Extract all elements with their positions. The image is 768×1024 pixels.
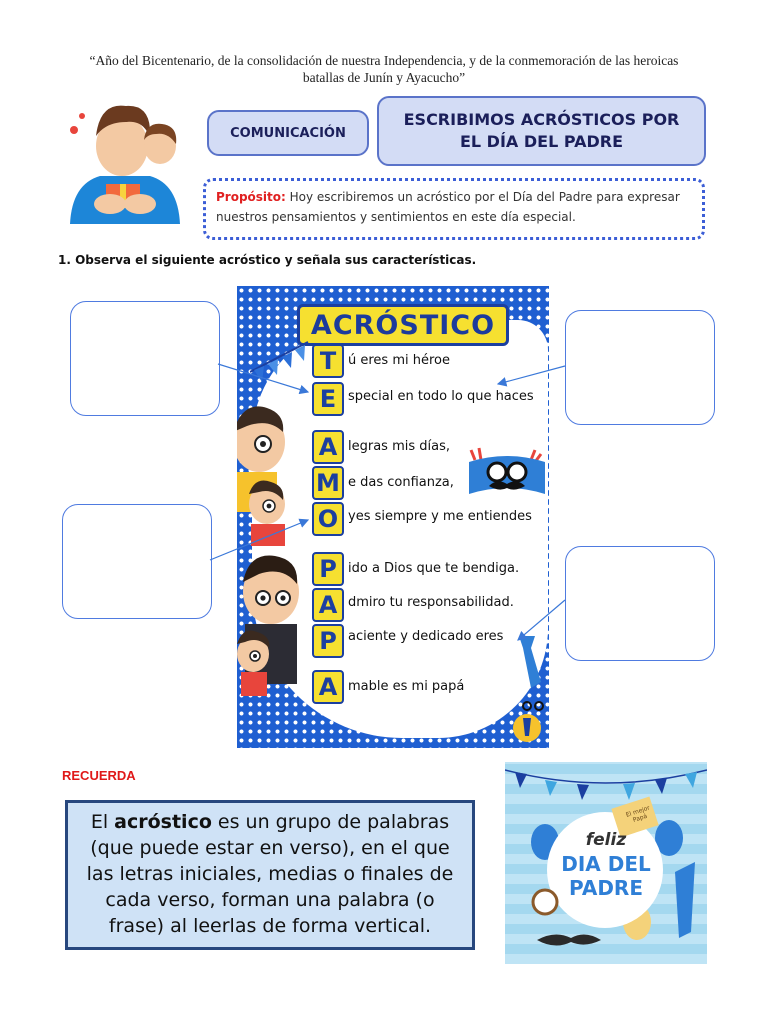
answer-box-bottom-right[interactable] xyxy=(565,546,715,661)
definition-before: El xyxy=(90,811,115,833)
purpose-box xyxy=(203,178,705,240)
children-illustration xyxy=(237,396,301,546)
father-child-illustration xyxy=(237,548,301,708)
fathers-day-card xyxy=(505,762,707,964)
header-motto-line1: “Año del Bicentenario, de la consolidación de nuestra Independencia, y de la conmemoración de las heroicas xyxy=(89,53,679,68)
acrostic-line: dmiro tu responsabilidad. xyxy=(348,595,514,610)
acrostic-letter: A xyxy=(312,588,344,622)
card-line1: feliz xyxy=(585,830,627,850)
answer-box-top-right[interactable] xyxy=(565,310,715,425)
definition-after: es un grupo de palabras (que puede estar en verso), en el que las letras iniciales, medias o finales de cada verso, forman una palabra (o frase) al leerlas de forma vertical. xyxy=(86,811,454,937)
tie-icon xyxy=(505,632,549,742)
area-pill xyxy=(207,110,369,156)
purpose-label: Propósito: xyxy=(216,190,286,204)
acrostic-line: ú eres mi héroe xyxy=(348,353,450,368)
acrostic-line: e das confianza, xyxy=(348,475,454,490)
card-note: El mejor Papá xyxy=(625,804,651,824)
acrostic-letter: T xyxy=(312,344,344,378)
acrostic-line: aciente y dedicado eres xyxy=(348,629,504,644)
header-motto-line2: batallas de Junín y Ayacucho” xyxy=(302,70,466,85)
acrostic-letter: M xyxy=(312,466,344,500)
page-title: ESCRIBIMOS ACRÓSTICOS POR EL DÍA DEL PADRE xyxy=(403,110,680,151)
glasses-mustache-icon xyxy=(465,446,549,502)
acrostic-line: ido a Dios que te bendiga. xyxy=(348,561,520,576)
question-1: 1. Observa el siguiente acróstico y señala sus características. xyxy=(58,253,477,267)
card-line2: DIA DEL xyxy=(561,852,651,876)
area-label: COMUNICACIÓN xyxy=(230,125,346,141)
bunting-icon xyxy=(250,338,310,388)
acrostic-line: special en todo lo que haces xyxy=(348,389,534,404)
title-pill xyxy=(377,96,706,166)
header-motto xyxy=(40,52,728,86)
recuerda-label: RECUERDA xyxy=(62,768,136,783)
acrostic-line: yes siempre y me entiendes xyxy=(348,509,532,524)
acrostic-letter: A xyxy=(312,670,344,704)
acrostic-letter: E xyxy=(312,382,344,416)
acrostic-letter: A xyxy=(312,430,344,464)
acrostic-line: legras mis días, xyxy=(348,439,450,454)
acrostic-letter: P xyxy=(312,552,344,586)
definition-term: acróstico xyxy=(114,811,212,833)
purpose-text: Hoy escribiremos un acróstico por el Día del Padre para expresar nuestros pensamientos y sentimientos en este día especial. xyxy=(216,190,680,224)
acrostic-letter: O xyxy=(312,502,344,536)
acrostic-letter: P xyxy=(312,624,344,658)
card-line3: PADRE xyxy=(569,876,643,900)
father-son-illustration xyxy=(60,84,190,234)
acrostic-line: mable es mi papá xyxy=(348,679,465,694)
answer-box-top-left[interactable] xyxy=(70,301,220,416)
answer-box-middle-left[interactable] xyxy=(62,504,212,619)
definition-box xyxy=(65,800,475,950)
poster-title: ACRÓSTICO xyxy=(297,304,509,346)
